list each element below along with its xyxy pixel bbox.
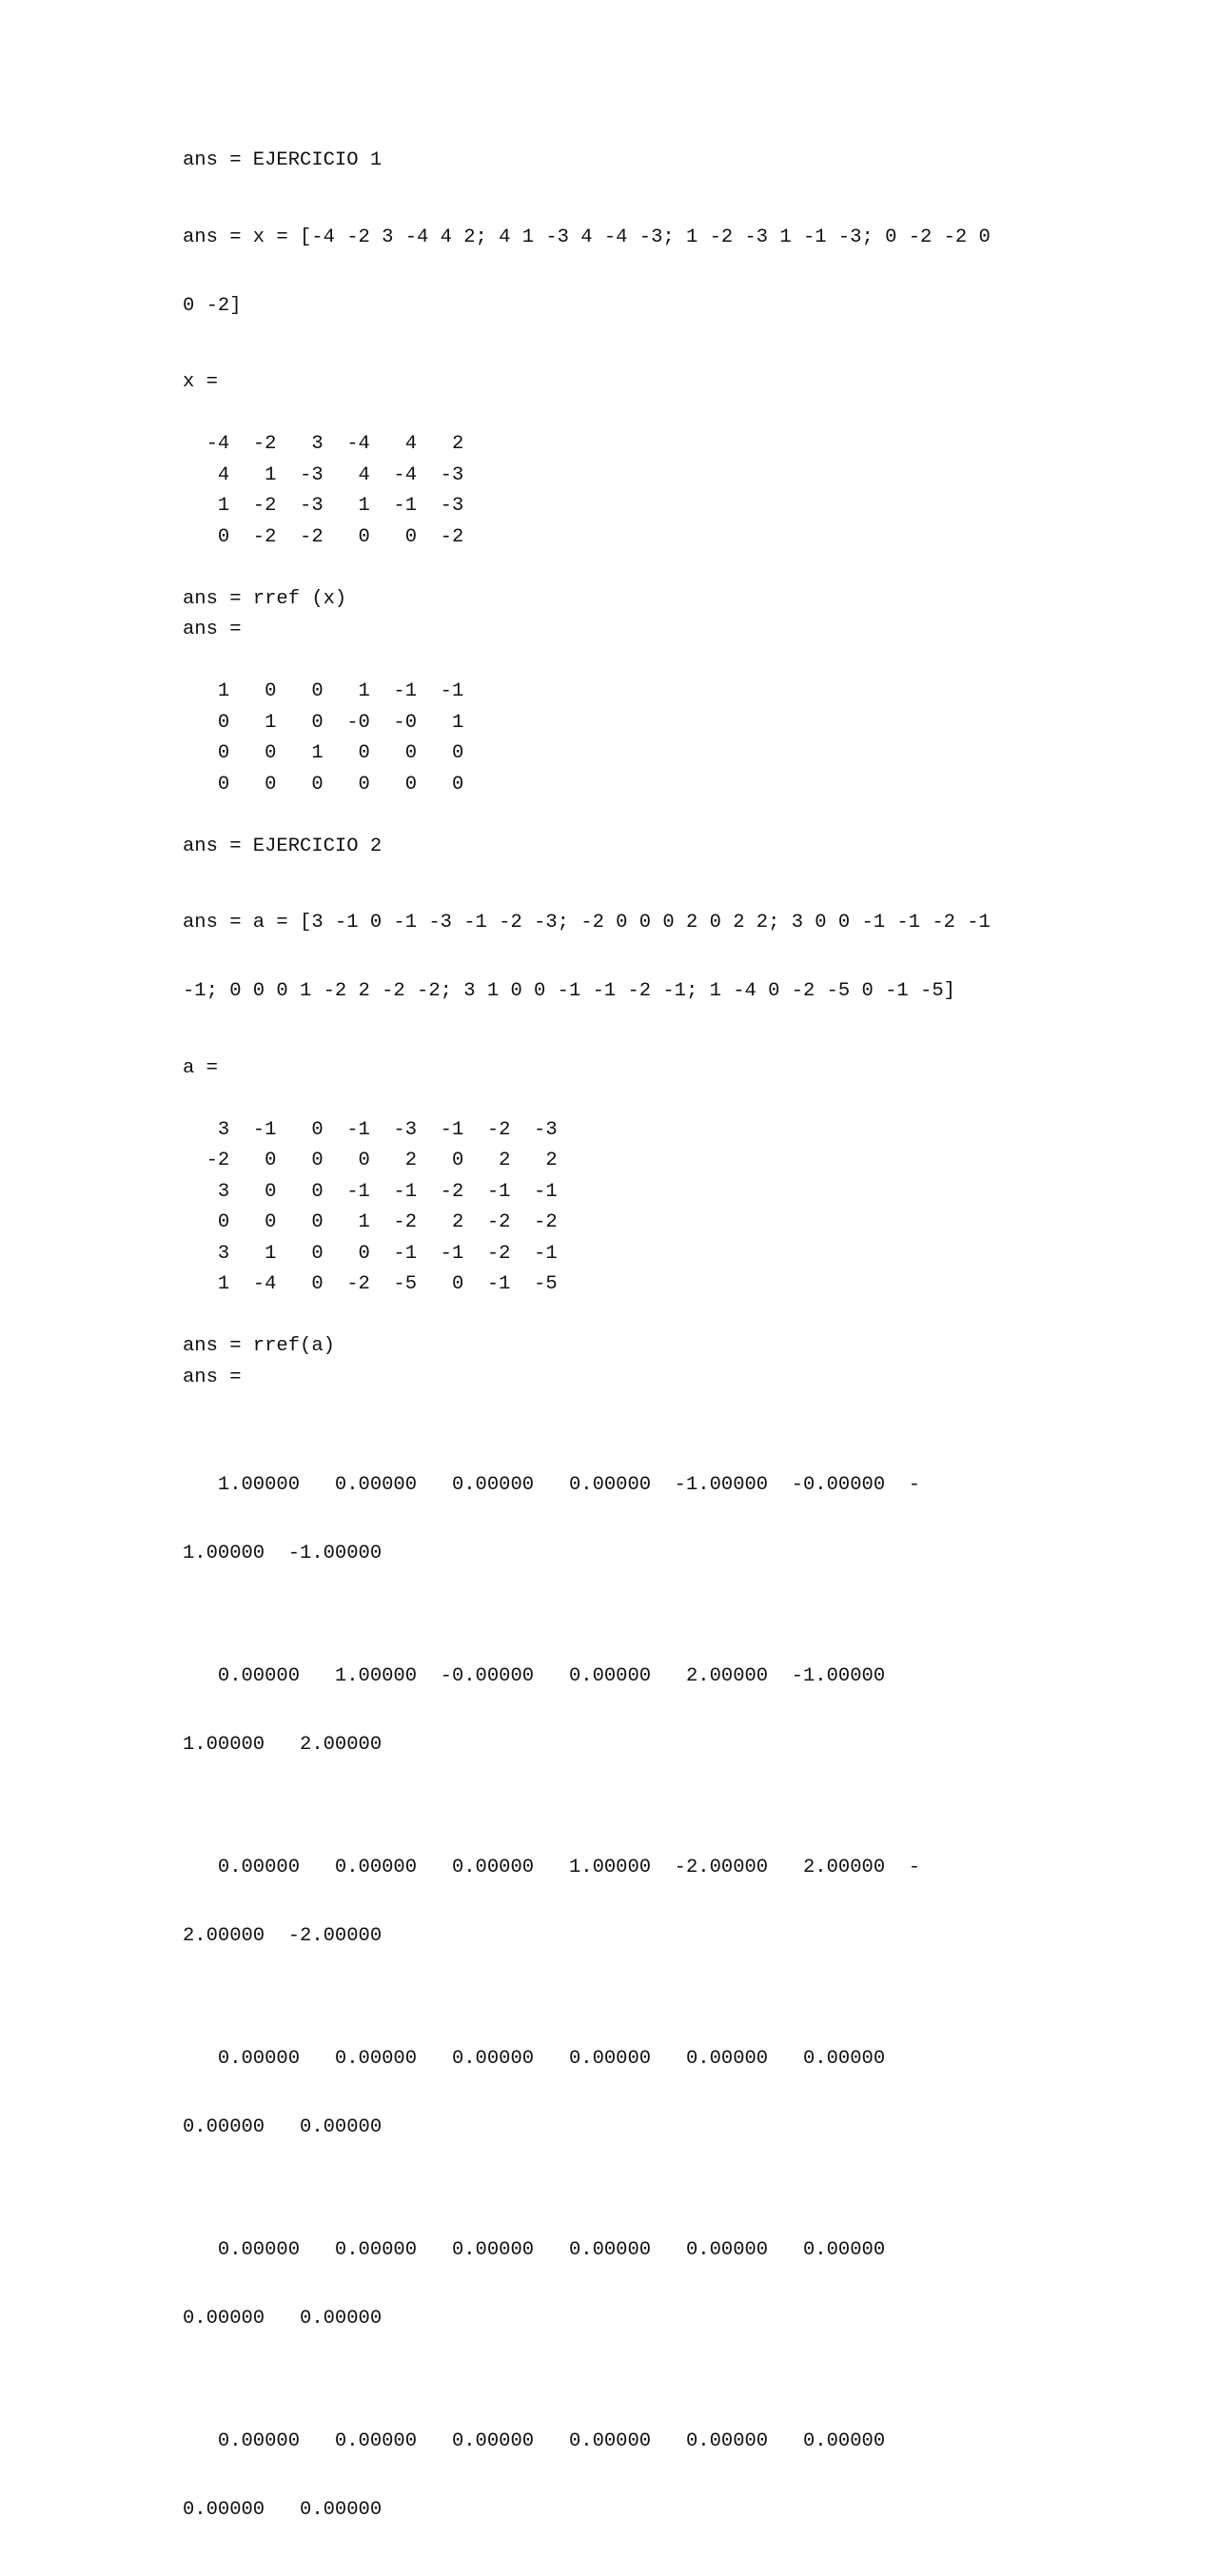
ex1-rref-command: ans = rref (x)	[183, 587, 347, 610]
document-page	[183, 149, 1039, 2576]
rref-row	[183, 1620, 1039, 1802]
rref-row	[183, 2002, 1039, 2185]
spacer	[183, 804, 1039, 836]
rref-row-part-1: 0.00000 1.00000 -0.00000 0.00000 2.00000 -1.00000	[183, 1664, 886, 1687]
rref-row	[183, 1811, 1039, 1994]
ex2-var-label: a =	[183, 1056, 218, 1079]
ex2-rref-command: ans = rref(a)	[183, 1335, 335, 1357]
ex1-matrix	[183, 433, 1039, 549]
matrix-row: 3 1 0 0 -1 -1 -2 -1	[183, 1242, 558, 1265]
rref-row-part-2: 0.00000 0.00000	[183, 2307, 383, 2330]
ex2-heading: ans = EJERCICIO 2	[183, 835, 383, 857]
spacer	[183, 1397, 1039, 1428]
ex2-rref-label: ans =	[183, 1366, 242, 1388]
matrix-row: 1 -2 -3 1 -1 -3	[183, 495, 464, 517]
spacer	[183, 650, 1039, 681]
rref-row-part-1: 0.00000 0.00000 0.00000 0.00000 0.00000 0.00000	[183, 2238, 886, 2261]
rref-row-part-2: 0.00000 0.00000	[183, 2115, 383, 2138]
matrix-row: 4 1 -3 4 -4 -3	[183, 463, 464, 486]
matrix-row: 3 0 0 -1 -1 -2 -1 -1	[183, 1180, 558, 1203]
rref-row-part-2: 1.00000 -1.00000	[183, 1542, 383, 1564]
rref-row	[183, 2385, 1039, 2567]
rref-row-part-1: 0.00000 0.00000 0.00000 1.00000 -2.00000 2.00000 -	[183, 1856, 921, 1878]
rref-row-part-2: 2.00000 -2.00000	[183, 1924, 383, 1947]
spacer	[183, 403, 1039, 434]
ex2-matrix	[183, 1119, 1039, 1297]
ex1-rref-label: ans =	[183, 619, 242, 640]
matrix-row: 0 0 0 0 0 0	[183, 773, 464, 796]
matrix-row: 0 0 1 0 0 0	[183, 742, 464, 764]
matrix-row: 0 -2 -2 0 0 -2	[183, 525, 464, 548]
ex1-command-line-1: ans = x = [-4 -2 3 -4 4 2; 4 1 -3 4 -4 -3; 1 -2 -3 1 -1 -3; 0 -2 -2 0	[183, 226, 991, 248]
spacer	[183, 1088, 1039, 1119]
ex1-heading: ans = EJERCICIO 1	[183, 149, 383, 171]
ex2-command-line-2: -1; 0 0 0 1 -2 2 -2 -2; 3 1 0 0 -1 -1 -2 -1; 1 -4 0 -2 -5 0 -1 -5]	[183, 980, 955, 1002]
matrix-row: 3 -1 0 -1 -3 -1 -2 -3	[183, 1118, 558, 1141]
rref-row-part-1: 0.00000 0.00000 0.00000 0.00000 0.00000 0.00000	[183, 2429, 886, 2452]
matrix-row: 0 0 0 1 -2 2 -2 -2	[183, 1211, 558, 1233]
spacer	[183, 557, 1039, 588]
matrix-row: -4 -2 3 -4 4 2	[183, 433, 464, 455]
rref-row-part-2: 0.00000 0.00000	[183, 2498, 383, 2521]
ex1-rref-matrix	[183, 680, 1039, 796]
ex2-rref-matrix	[183, 1428, 1039, 2567]
rref-row-part-1: 0.00000 0.00000 0.00000 0.00000 0.00000 0.00000	[183, 2047, 886, 2070]
ex1-var-label: x =	[183, 371, 218, 393]
matrix-row: 1 -4 0 -2 -5 0 -1 -5	[183, 1273, 558, 1295]
matrix-row: 1 0 0 1 -1 -1	[183, 680, 464, 702]
rref-row	[183, 1428, 1039, 1611]
ex2-command-line-1: ans = a = [3 -1 0 -1 -3 -1 -2 -3; -2 0 0 0 2 0 2 2; 3 0 0 -1 -1 -2 -1	[183, 912, 991, 934]
matrix-row: 0 1 0 -0 -0 1	[183, 711, 464, 734]
ex2-command	[183, 866, 1039, 1049]
spacer	[183, 1305, 1039, 1336]
matrix-row: -2 0 0 0 2 0 2 2	[183, 1150, 558, 1171]
ex1-command	[183, 181, 1039, 364]
ex1-command-line-2: 0 -2]	[183, 294, 242, 317]
rref-row-part-2: 1.00000 2.00000	[183, 1733, 383, 1756]
rref-row-part-1: 1.00000 0.00000 0.00000 0.00000 -1.00000 -0.00000 -	[183, 1473, 921, 1496]
rref-row	[183, 2193, 1039, 2376]
